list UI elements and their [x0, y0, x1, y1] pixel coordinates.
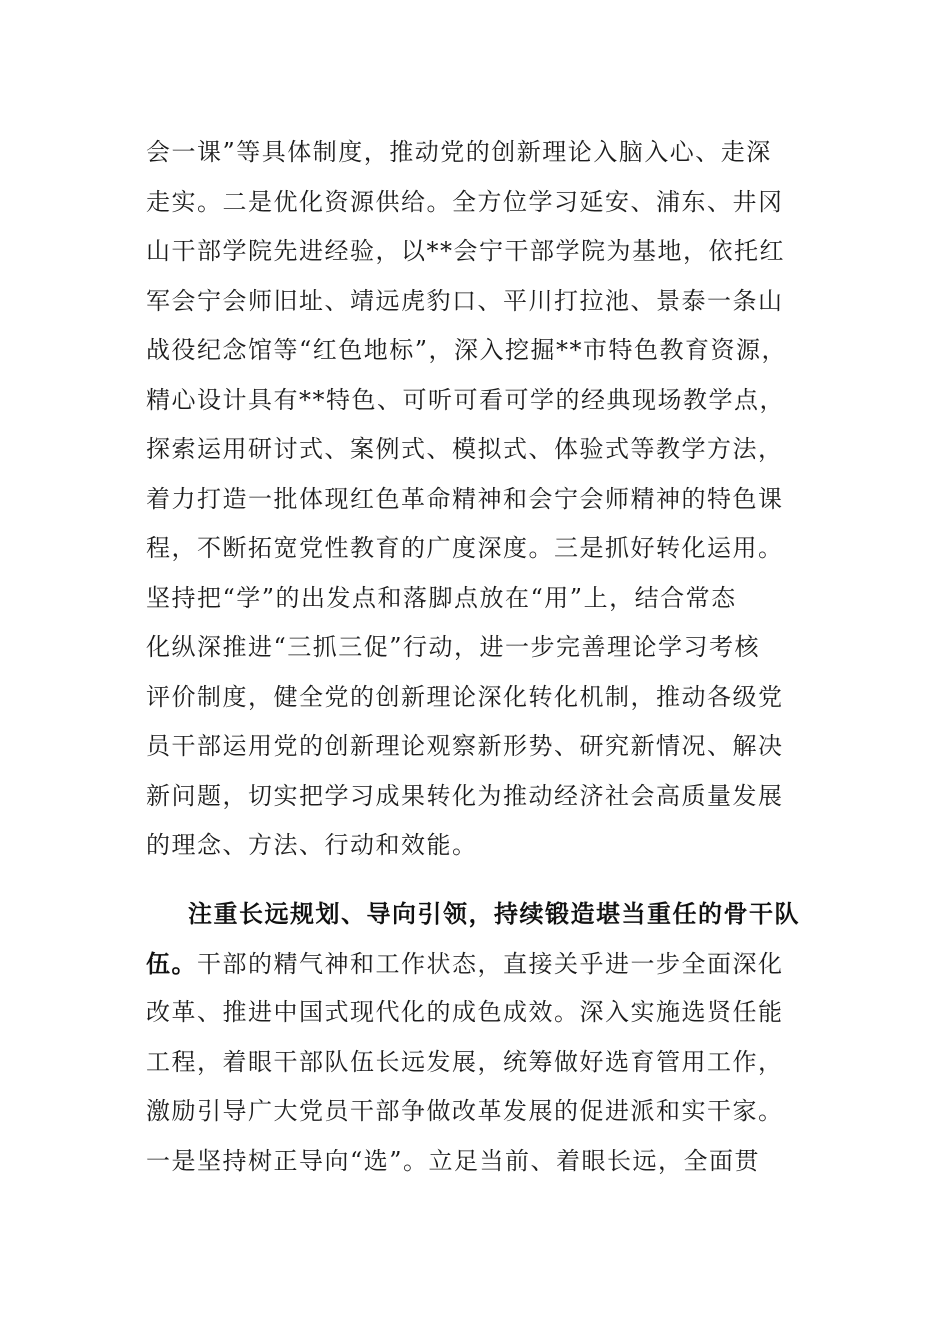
text-line: 走实。二是优化资源供给。全方位学习延安、浦东、井冈 [146, 187, 784, 216]
text-line [146, 939, 816, 989]
text-line: 程，不断拓宽党性教育的广度深度。三是抓好转化运用。 [146, 534, 784, 562]
text-line: 的理念、方法、行动和效能。 [146, 831, 478, 859]
section-heading-end: 伍。 [146, 948, 197, 978]
text-line: 新问题，切实把学习成果转化为推动经济社会高质量发展 [146, 781, 784, 810]
text-line: 会一课”等具体制度，推动党的创新理论入脑入心、走深 [146, 138, 772, 166]
text-line: 坚持把“学”的出发点和落脚点放在“用”上，结合常态 [146, 583, 737, 612]
text-line: 军会宁会师旧址、靖远虎豹口、平川打拉池、景泰一条山 [146, 286, 784, 315]
text-line: 化纵深推进“三抓三促”行动，进一步完善理论学习考核 [146, 633, 761, 661]
section-paragraph [146, 889, 816, 1186]
paragraph-continuation [146, 128, 816, 871]
text-line: 着力打造一批体现红色革命精神和会宁会师精神的特色课 [146, 484, 784, 513]
text-line: 战役纪念馆等“红色地标”，深入挖掘**市特色教育资源， [146, 336, 788, 364]
text-line: 一是坚持树正导向“选”。立足当前、着眼长远，全面贯 [146, 1146, 761, 1175]
text-line: 评价制度，健全党的创新理论深化转化机制，推动各级党 [146, 682, 784, 711]
text-line: 精心设计具有**特色、可听可看可学的经典现场教学点， [146, 385, 785, 414]
text-line: 工程，着眼干部队伍长远发展，统筹做好选育管用工作， [146, 1047, 784, 1076]
text-line: 探索运用研讨式、案例式、模拟式、体验式等教学方法， [146, 435, 784, 463]
text-line: 改革、推进中国式现代化的成色成效。深入实施选贤任能 [146, 998, 784, 1026]
text-line: 员干部运用党的创新理论观察新形势、研究新情况、解决 [146, 732, 784, 760]
text-line-rest: 干部的精气神和工作状态，直接关乎进一步全面深化 [197, 949, 784, 978]
text-line: 山干部学院先进经验，以**会宁干部学院为基地，依托红 [146, 237, 785, 265]
section-heading: 注重长远规划、导向引领，持续锻造堪当重任的骨干队 [188, 899, 800, 928]
text-line: 激励引导广大党员干部争做改革发展的促进派和实干家。 [146, 1097, 784, 1125]
